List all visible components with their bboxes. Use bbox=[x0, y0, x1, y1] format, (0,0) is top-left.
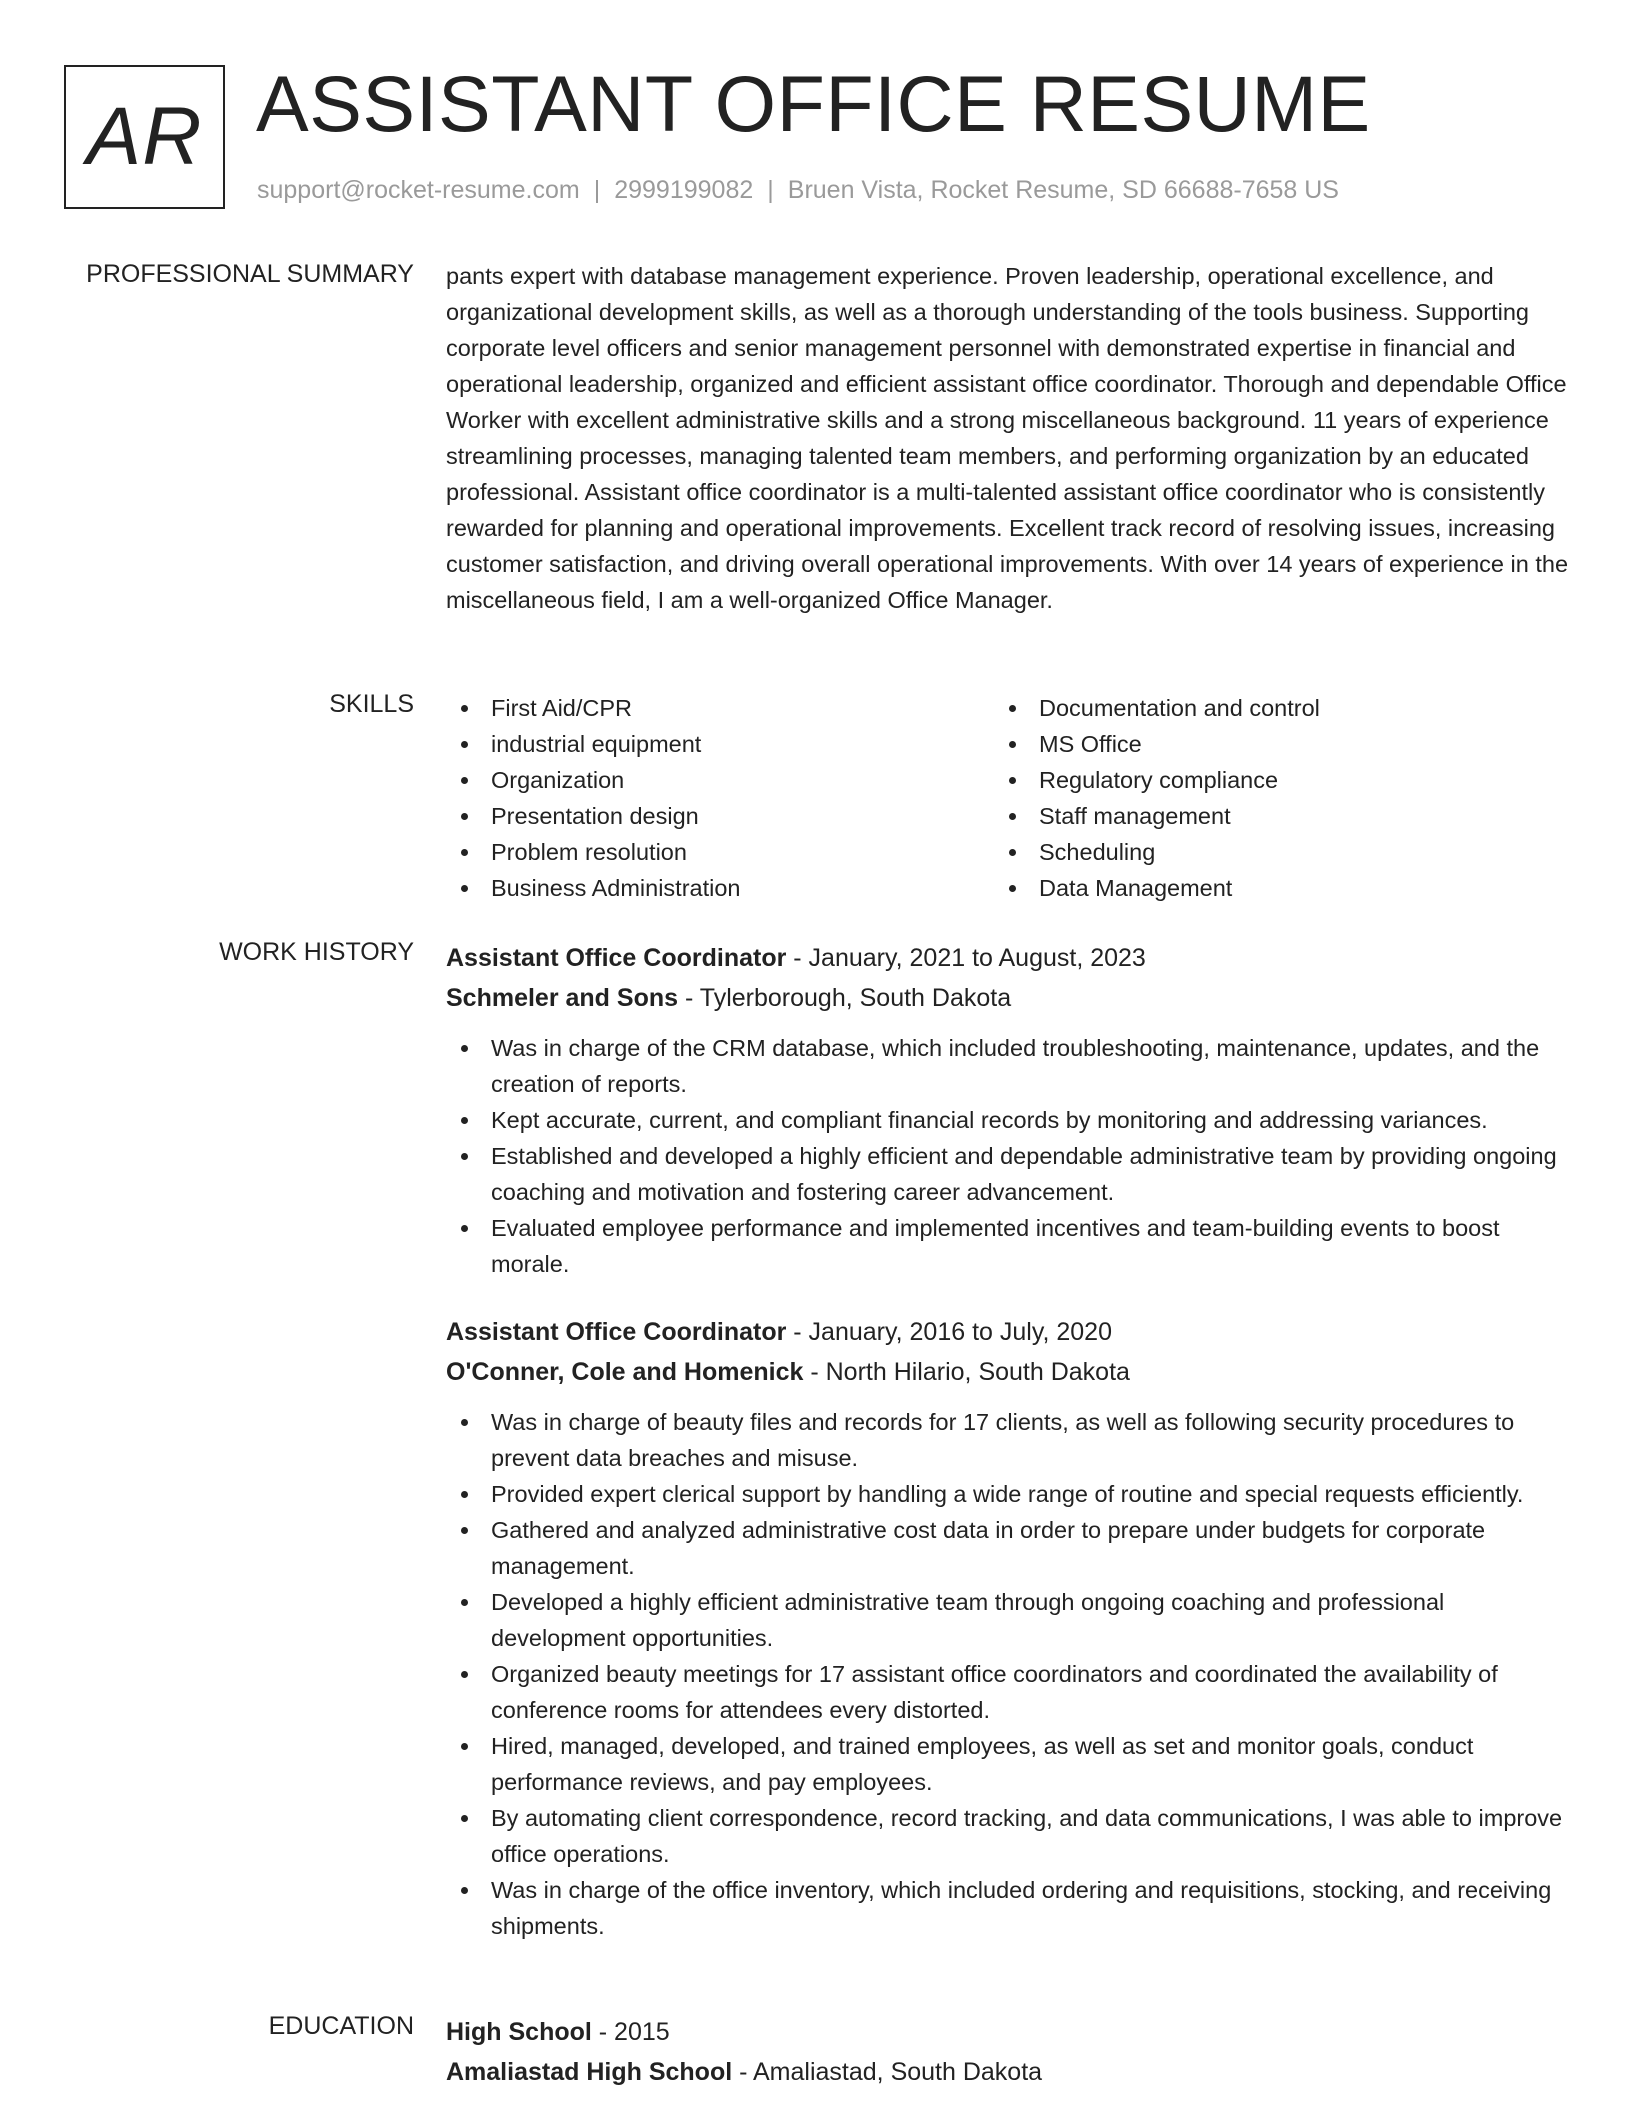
contact-address: Bruen Vista, Rocket Resume, SD 66688-7658 US bbox=[787, 176, 1339, 204]
job-bullet: Kept accurate, current, and compliant financial records by monitoring and addressing variances. bbox=[446, 1102, 1576, 1138]
separator: | bbox=[593, 176, 601, 204]
job-bullet: Hired, managed, developed, and trained employees, as well as set and monitor goals, conduct performance reviews, and pay employees. bbox=[446, 1728, 1576, 1800]
skill-item: Organization bbox=[446, 762, 994, 798]
job-bullet: Established and developed a highly efficient and dependable administrative team by providing ongoing coaching and motivation and fostering career advancement. bbox=[446, 1138, 1576, 1210]
contact-email: support@rocket-resume.com bbox=[257, 176, 580, 204]
skill-item: industrial equipment bbox=[446, 726, 994, 762]
skill-item: Regulatory compliance bbox=[994, 762, 1542, 798]
contact-phone: 2999199082 bbox=[614, 176, 754, 204]
skill-item: Scheduling bbox=[994, 834, 1542, 870]
job-bullet: Gathered and analyzed administrative cost data in order to prepare under budgets for corporate management. bbox=[446, 1512, 1576, 1584]
skill-item: First Aid/CPR bbox=[446, 690, 994, 726]
job-location: - Tylerborough, South Dakota bbox=[678, 984, 1012, 1012]
job-company-line bbox=[446, 1352, 1576, 1392]
job-bullet: Was in charge of the CRM database, which included troubleshooting, maintenance, updates, and the creation of reports. bbox=[446, 1030, 1576, 1102]
skill-item: Data Management bbox=[994, 870, 1542, 906]
summary-text: pants expert with database management experience. Proven leadership, operational excellence, and organizational development skills, as well as a thorough understanding of the tools business. Supporting corporate level officers and senior management personnel with demonstrated expertise in financial and operational leadership, organized and efficient assistant office coordinator. Thorough and dependable Office Worker with excellent administrative skills and a strong miscellaneous background. 11 years of experience streamlining processes, managing talented team members, and performing organization by an educated professional. Assistant office coordinator is a multi-talented assistant office coordinator who is consistently rewarded for planning and operational improvements. Excellent track record of resolving issues, increasing customer satisfaction, and driving overall operational improvements. With over 14 years of experience in the miscellaneous field, I am a well-organized Office Manager. bbox=[446, 263, 1569, 613]
resume-title: ASSISTANT OFFICE RESUME bbox=[256, 59, 1371, 148]
monogram-box bbox=[64, 65, 225, 209]
skills-list-right bbox=[994, 690, 1542, 906]
education-school: Amaliastad High School bbox=[446, 2058, 733, 2086]
job-entry bbox=[446, 1312, 1576, 1944]
section-label: EDUCATION bbox=[268, 2012, 414, 2040]
skill-item: Business Administration bbox=[446, 870, 994, 906]
job-dates: - January, 2021 to August, 2023 bbox=[786, 944, 1146, 972]
job-bullet: Organized beauty meetings for 17 assistant office coordinators and coordinated the availability of conference rooms for attendees every distorted. bbox=[446, 1656, 1576, 1728]
job-company: Schmeler and Sons bbox=[446, 984, 679, 1012]
job-bullets bbox=[446, 1030, 1576, 1282]
skill-item: Presentation design bbox=[446, 798, 994, 834]
job-bullet: Developed a highly efficient administrative team through ongoing coaching and professional development opportunities. bbox=[446, 1584, 1576, 1656]
job-title: Assistant Office Coordinator bbox=[446, 1318, 787, 1346]
skill-item: Problem resolution bbox=[446, 834, 994, 870]
section-label: SKILLS bbox=[329, 690, 414, 718]
skills-list-left bbox=[446, 690, 994, 906]
section-label: PROFESSIONAL SUMMARY bbox=[86, 260, 414, 288]
skill-item: Documentation and control bbox=[994, 690, 1542, 726]
education-location: - Amaliastad, South Dakota bbox=[732, 2058, 1043, 2086]
education-school-line bbox=[446, 2052, 1576, 2092]
section-label: WORK HISTORY bbox=[219, 938, 414, 966]
job-bullet: Was in charge of beauty files and records for 17 clients, as well as following security procedures to prevent data breaches and misuse. bbox=[446, 1404, 1576, 1476]
job-bullets bbox=[446, 1404, 1576, 1944]
skill-item: Staff management bbox=[994, 798, 1542, 834]
job-location: - North Hilario, South Dakota bbox=[803, 1358, 1130, 1386]
skill-item: MS Office bbox=[994, 726, 1542, 762]
contact-line bbox=[257, 176, 1339, 205]
job-bullet: By automating client correspondence, record tracking, and data communications, I was able to improve office operations. bbox=[446, 1800, 1576, 1872]
job-title-line bbox=[446, 1312, 1576, 1352]
job-entry bbox=[446, 938, 1576, 1282]
job-dates: - January, 2016 to July, 2020 bbox=[786, 1318, 1112, 1346]
education-degree: High School bbox=[446, 2018, 592, 2046]
job-title-line bbox=[446, 938, 1576, 978]
monogram-initials: AR bbox=[86, 91, 203, 182]
job-company-line bbox=[446, 978, 1576, 1018]
job-bullet: Provided expert clerical support by handling a wide range of routine and special requests efficiently. bbox=[446, 1476, 1576, 1512]
job-bullet: Was in charge of the office inventory, which included ordering and requisitions, stocking, and receiving shipments. bbox=[446, 1872, 1576, 1944]
job-bullet: Evaluated employee performance and implemented incentives and team-building events to boost morale. bbox=[446, 1210, 1576, 1282]
job-company: O'Conner, Cole and Homenick bbox=[446, 1358, 804, 1386]
education-degree-line bbox=[446, 2012, 1576, 2052]
education-year: - 2015 bbox=[591, 2018, 670, 2046]
job-title: Assistant Office Coordinator bbox=[446, 944, 787, 972]
separator: | bbox=[767, 176, 774, 204]
